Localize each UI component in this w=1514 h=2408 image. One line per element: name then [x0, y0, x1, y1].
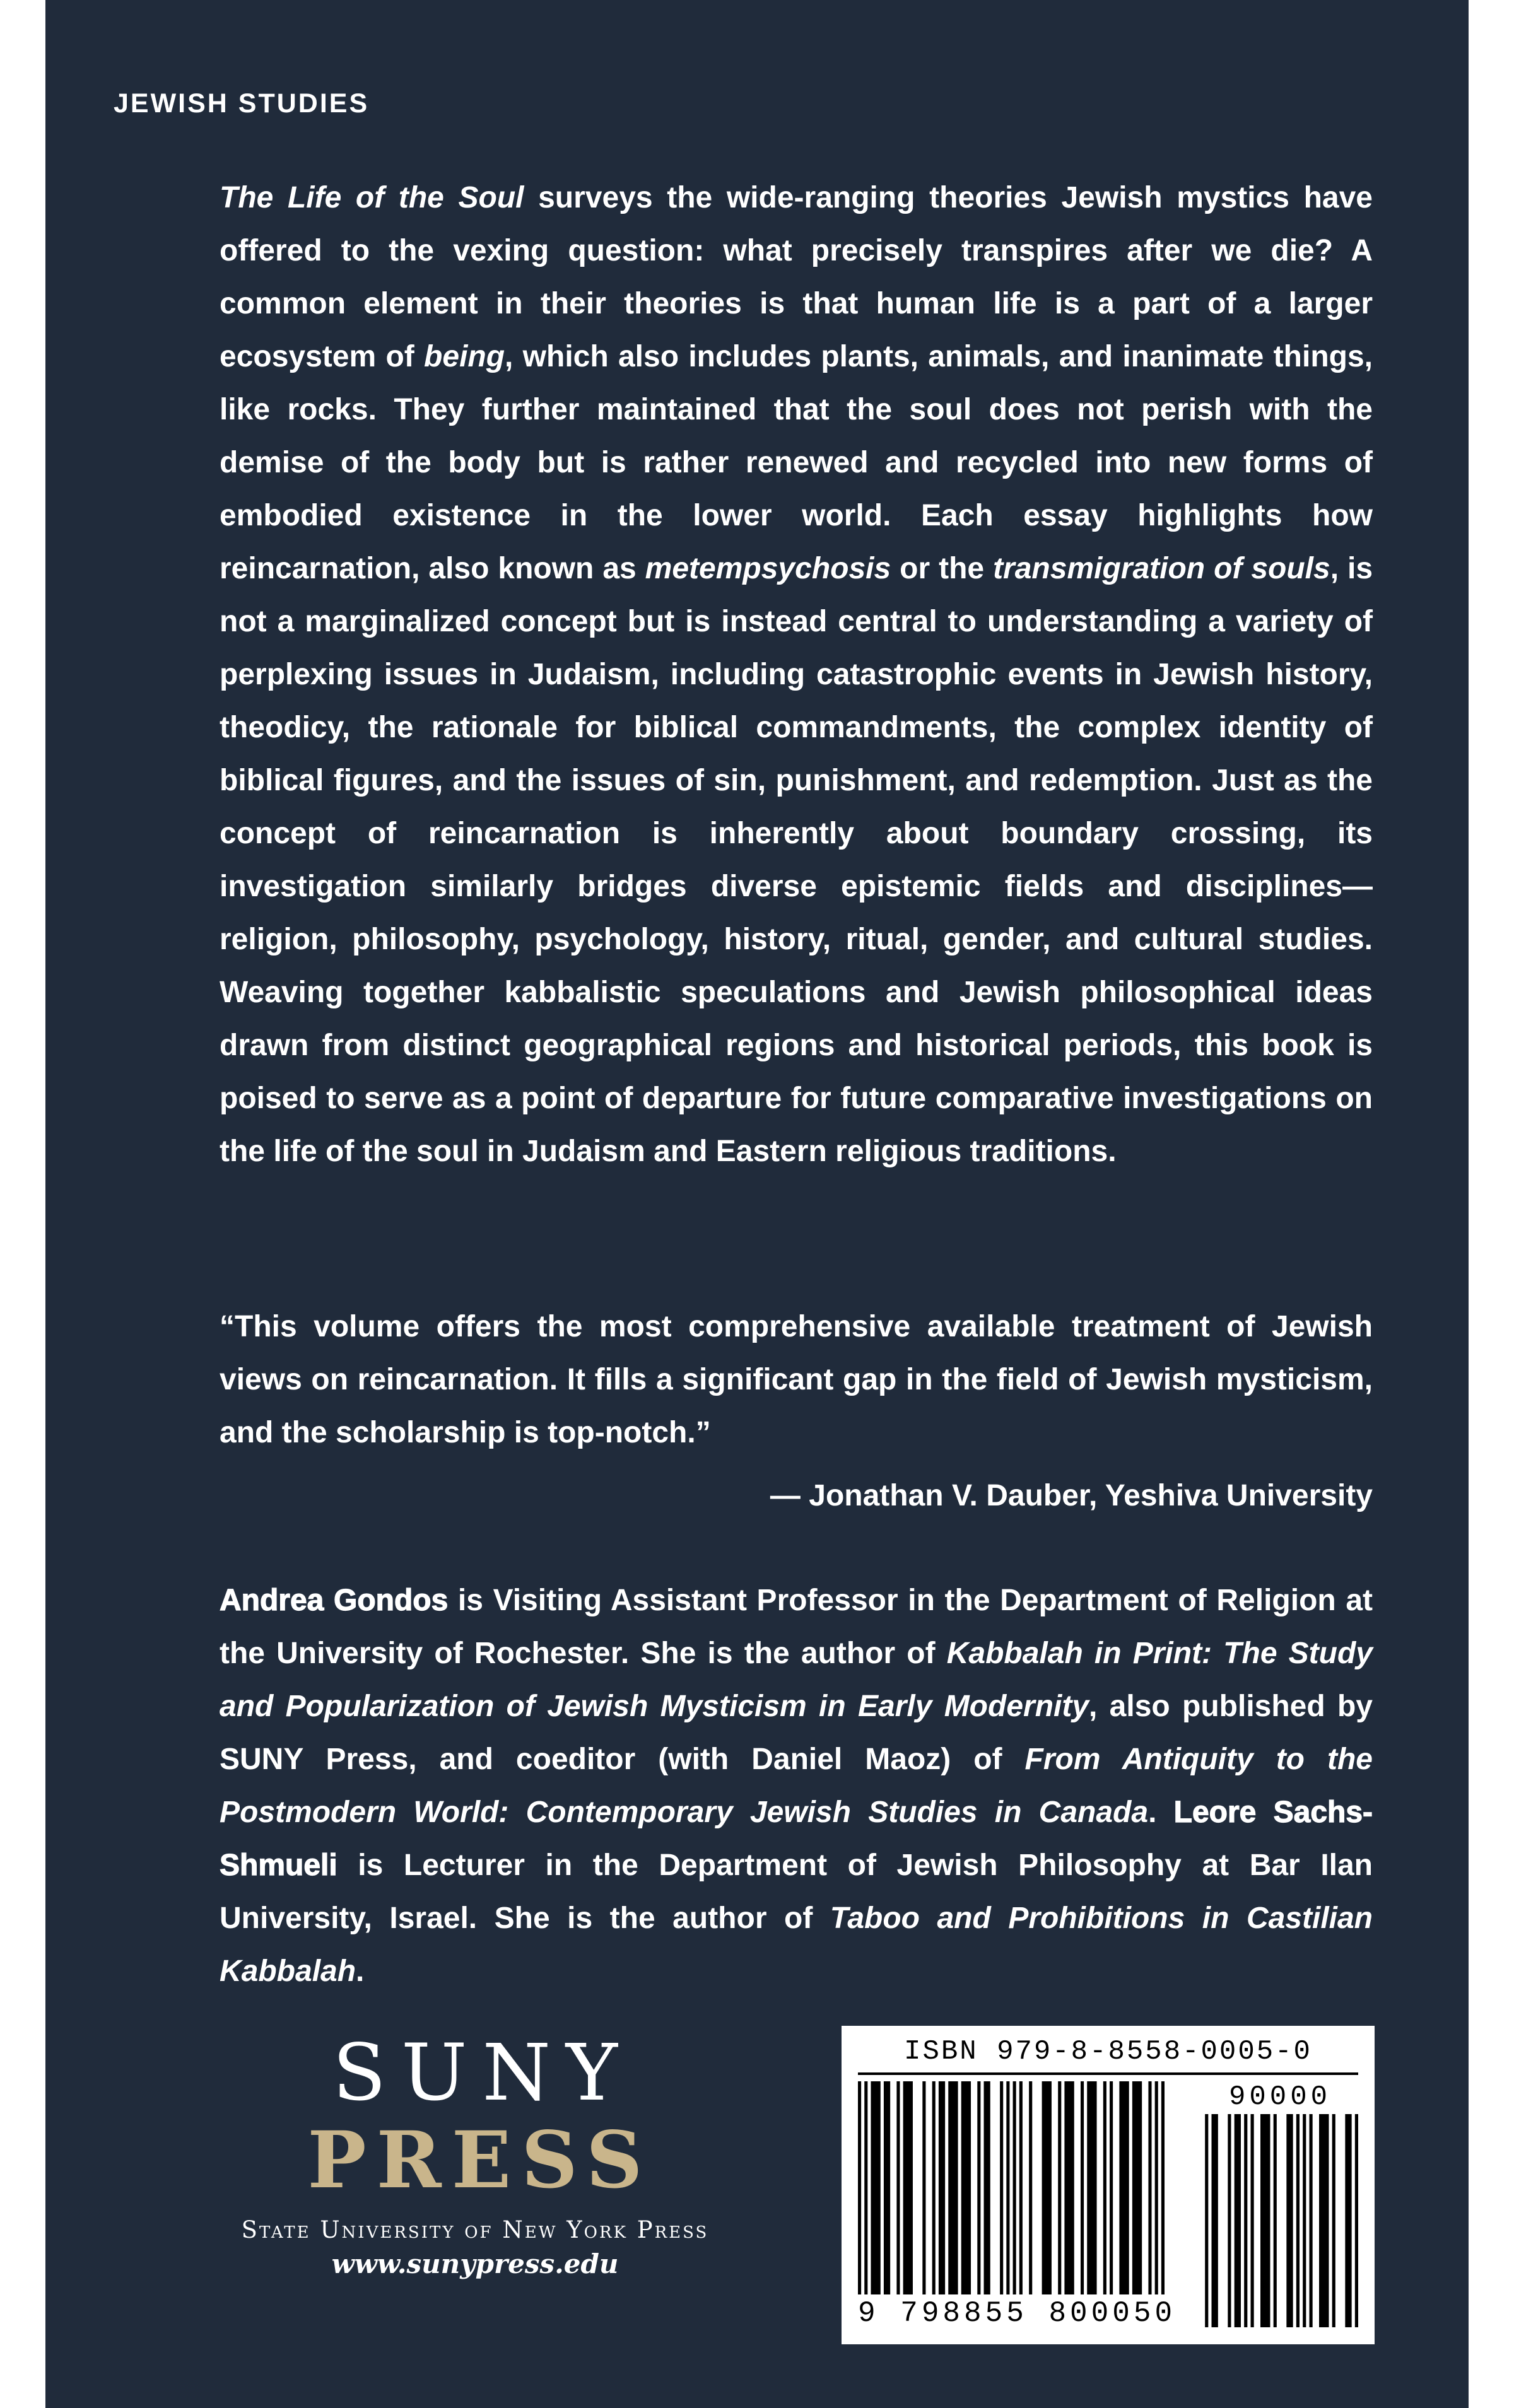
suny-wordmark: SUNY — [332, 2028, 633, 2119]
publisher-website: www.sunypress.edu — [331, 2248, 619, 2280]
ean5-addon-barcode — [1202, 2081, 1358, 2327]
author-bio: Andrea Gondos is Visiting Assistant Professor in the Department of Religion at the University of Rochester. She is the author of Kabbalah in Print: The Study and Popularization of Jewish Mysticism in Early Modernity, also published by SUNY Press, and coeditor (with Daniel Maoz) of From Antiquity to the Postmodern World: Contemporary Jewish Studies in Canada. Leore Sachs-Shmueli is Lecturer in the Department of Jewish Philosophy at Bar Ilan University, Israel. She is the author of Taboo and Prohibitions in Castilian Kabbalah. — [220, 1584, 1373, 1988]
review-quote — [220, 1300, 1373, 1523]
press-wordmark: PRESS — [307, 2115, 653, 2207]
barcode-divider — [858, 2072, 1358, 2075]
category-label: JEWISH STUDIES — [114, 88, 370, 119]
ean13-barcode — [858, 2081, 1177, 2330]
book-back-cover — [45, 0, 1469, 2408]
book-description: The Life of the Soul surveys the wide-ranging theories Jewish mystics have offered to the vexing question: what precisely transpires after we die? A common element in their theories is that human life is a part of a larger ecosystem of being, which also includes plants, animals, and inanimate things, like rocks. They further maintained that the soul does not perish with the demise of the body but is rather renewed and recycled into new forms of embodied existence in the lower world. Each essay highlights how reincarnation, also known as metempsychosis or the transmigration of souls, is not a marginalized concept but is instead central to understanding a variety of perplexing issues in Judaism, including catastrophic events in Jewish history, theodicy, the rationale for biblical commandments, the complex identity of biblical figures, and the issues of sin, punishment, and redemption. Just as the concept of reincarnation is inherently about boundary crossing, its investigation similarly bridges diverse epistemic fields and disciplines—religion, philosophy, psychology, history, ritual, gender, and cultural studies. Weaving together kabbalistic speculations and Jewish philosophical ideas drawn from distinct geographical regions and historical periods, this book is poised to serve as a point of departure for future comparative investigations on the life of the soul in Judaism and Eastern religious traditions. — [220, 181, 1373, 1168]
ean13-digits: 9 798855 800050 — [858, 2297, 1177, 2330]
quote-text: “This volume offers the most comprehensive available treatment of Jewish views on reincarnation. It fills a significant gap in the field of Jewish mysticism, and the scholarship is top-notch.” — [220, 1310, 1373, 1449]
publisher-full-name: State University of New York Press — [241, 2216, 709, 2244]
ean13-bars-icon — [858, 2081, 1165, 2294]
publisher-block — [220, 2028, 731, 2280]
isbn-label: ISBN 979-8-8558-0005-0 — [904, 2036, 1312, 2067]
barcode-addon-value: 90000 — [1228, 2081, 1332, 2113]
ean5-bars-icon — [1202, 2114, 1358, 2327]
barcode-panel — [842, 2026, 1375, 2344]
quote-attribution: — Jonathan V. Dauber, Yeshiva University — [770, 1479, 1373, 1512]
